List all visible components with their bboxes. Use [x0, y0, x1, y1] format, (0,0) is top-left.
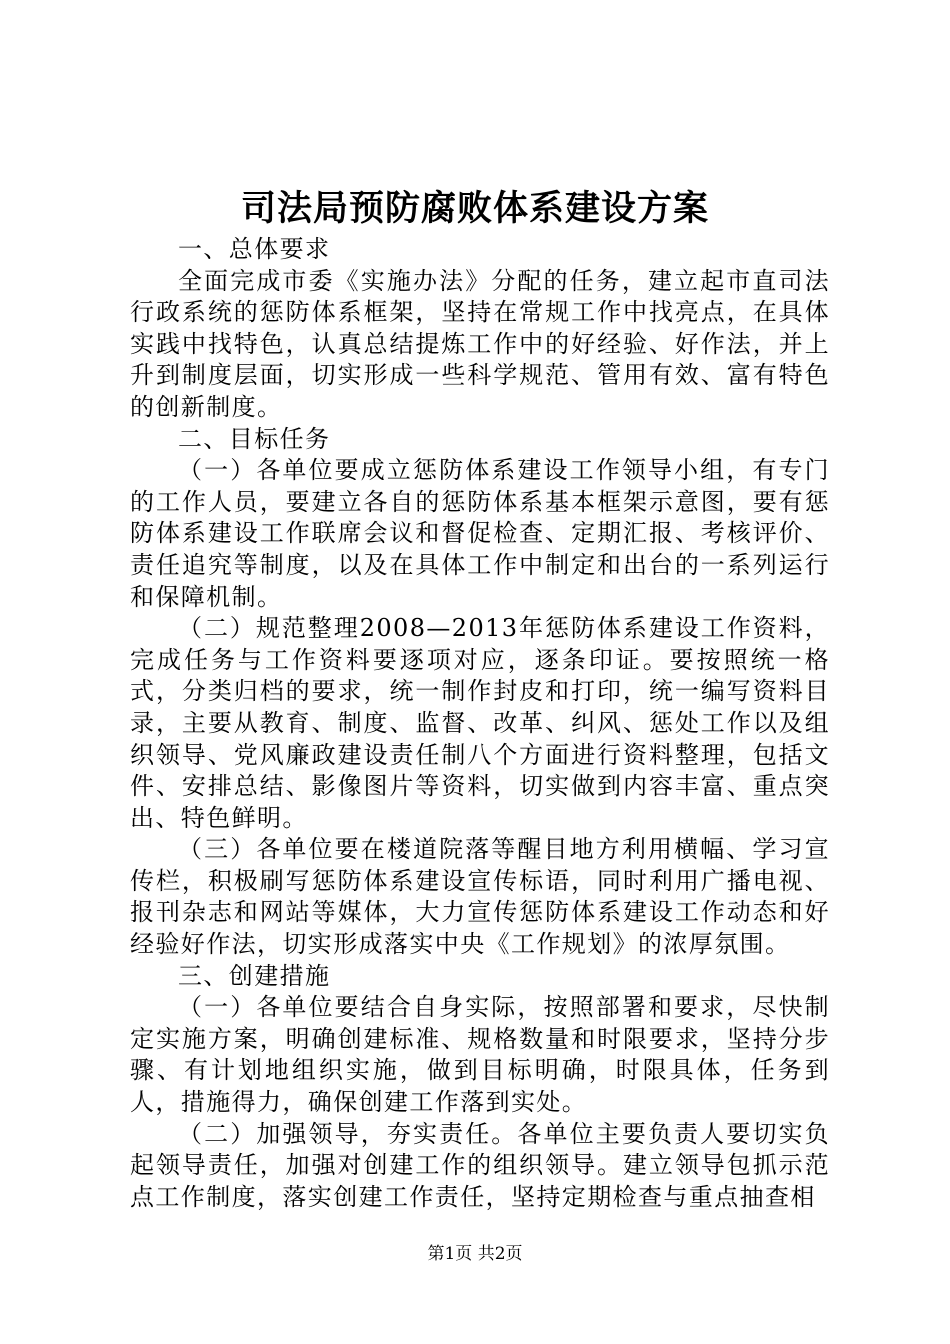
paragraph: （一）各单位要结合自身实际，按照部署和要求，尽快制定实施方案，明确创建标准、规格数量和时限要求，坚持分步骤、有计划地组织实施，做到目标明确，时限具体，任务到人，措施得力，确保创建工作落到实处。 [130, 993, 830, 1117]
section-heading-goals-tasks: 二、目标任务 [178, 424, 331, 453]
section-heading-measures: 三、创建措施 [178, 961, 331, 990]
page-number-footer: 第1页 共2页 [427, 1244, 523, 1264]
document-body [130, 234, 830, 1213]
document-title: 司法局预防腐败体系建设方案 [240, 188, 709, 229]
paragraph: （三）各单位要在楼道院落等醒目地方利用横幅、学习宣传栏，积极刷写惩防体系建设宣传标语，同时利用广播电视、报刊杂志和网站等媒体，大力宣传惩防体系建设工作动态和好经验好作法，切实形成落实中央《工作规划》的浓厚氛围。 [130, 835, 830, 959]
paragraph: （二）加强领导，夯实责任。各单位主要负责人要切实负起领导责任，加强对创建工作的组织领导。建立领导包抓示范点工作制度，落实创建工作责任，坚持定期检查与重点抽查相 [130, 1119, 830, 1211]
paragraph: （二）规范整理2008—2013年惩防体系建设工作资料，完成任务与工作资料要逐项对应，逐条印证。要按照统一格式，分类归档的要求，统一制作封皮和打印，统一编写资料目录，主要从教育、制度、监督、改革、纠风、惩处工作以及组织领导、党风廉政建设责任制八个方面进行资料整理，包括文件、安排总结、影像图片等资料，切实做到内容丰富、重点突出、特色鲜明。 [130, 614, 830, 832]
section-heading-overall-requirements: 一、总体要求 [178, 235, 331, 263]
paragraph: （一）各单位要成立惩防体系建设工作领导小组，有专门的工作人员，要建立各自的惩防体系基本框架示意图，要有惩防体系建设工作联席会议和督促检查、定期汇报、考核评价、责任追究等制度，以及在具体工作中制定和出台的一系列运行和保障机制。 [130, 456, 830, 611]
paragraph: 全面完成市委《实施办法》分配的任务，建立起市直司法行政系统的惩防体系框架，坚持在常规工作中找亮点，在具体实践中找特色，认真总结提炼工作中的好经验、好作法，并上升到制度层面，切实形成一些科学规范、管用有效、富有特色的创新制度。 [130, 266, 830, 421]
